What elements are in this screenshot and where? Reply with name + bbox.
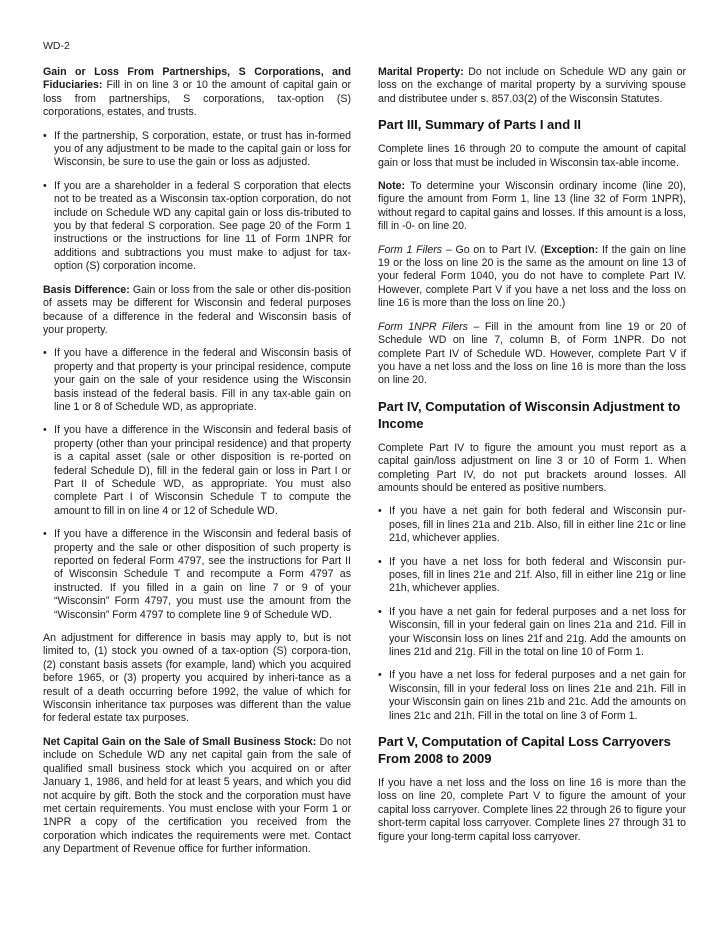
list-item: • If you are a shareholder in a federal S corporation that elects not to be treated as a Wisconsin tax-option corporation, do not include on Schedule WD any capital gain or loss dis-tributed to you by that federal S corporation. See page 20 of the Form 1 instructions or the instructions for line 11 of Form 1NPR for additions and subtractions you must make to adjust for tax-option (S) corporation income. (43, 180, 351, 274)
list-item: • If the partnership, S corporation, estate, or trust has in-formed you of any adjustment to be made to the capital gain or loss for Wisconsin, be sure to use the gain or loss as adjusted. (43, 130, 351, 170)
part4-paragraph: Complete Part IV to figure the amount you must report as a capital gain/loss adjustment on line 3 or 10 of Form 1. When completing Part IV, do not put brackets around losses. All amounts should be entered as positive numbers. (378, 441, 686, 494)
part4-heading: Part IV, Computation of Wisconsin Adjustment to Income (378, 398, 681, 431)
form1npr-paragraph (378, 321, 686, 388)
part3-paragraph: Complete lines 16 through 20 to compute the amount of capital gain or loss that must be included in Wisconsin tax-able income. (378, 143, 686, 169)
list-item: • If you have a net loss for both federal and Wisconsin pur-poses, fill in lines 21e and 21f. Also, fill in either line 21g or line 21h, whichever applies. (378, 556, 686, 596)
basis-heading: Basis Difference: (43, 283, 130, 296)
bullet-list-2 (43, 347, 351, 622)
form1-text-b: If the gain on line 19 or the loss on line 20 is the same as the amount on line 13 of your federal Form 1040, you do not have to complete Part IV. However, complete Part V if you have a net loss and the loss on line 16 is more than the loss on line 20.) (378, 243, 687, 310)
note-text: To determine your Wisconsin ordinary income (line 20), figure the amount from Form 1, line 13 (line 32 of Form 1NPR), without regard to capital gains and losses. If this amount is a loss, fill in -0- on line 20. (378, 180, 686, 233)
form1npr-label: Form 1NPR Filers (378, 320, 468, 333)
gain-loss-heading: Gain or Loss From Partnerships, S Corporations, and Fiduciaries: (43, 66, 351, 92)
note-label: Note: (378, 180, 406, 193)
list-item: • If you have a difference in the Wisconsin and federal basis of property and the sale or other disposition of such property is reported on federal Form 4797, see the instructions for Part II of Wisconsin Schedule T and recompute a Form 4797 as instructed. If you filled in a gain on line 7 or 9 of your “Wisconsin” Form 4797, you must use the amount from the “Wisconsin” Form 4797 to complete line 9 of Schedule WD. (43, 528, 351, 622)
part5-heading: Part V, Computation of Capital Loss Carryovers From 2008 to 2009 (378, 734, 671, 767)
marital-heading: Marital Property: (378, 66, 464, 78)
bullet-list-3 (378, 505, 686, 723)
left-column (43, 66, 351, 867)
bullet-list-1 (43, 130, 351, 274)
basis-paragraph (43, 284, 351, 338)
list-item: • If you have a difference in the federal and Wisconsin basis of property and that property is your principal residence, compute your gain on the sale of your residence using the Wisconsin basis instead of the federal basis. Fill in any tax-able gain on line 1 or 8 of Schedule WD, as appropriate. (43, 347, 351, 414)
small-business-paragraph (43, 736, 351, 857)
list-item: • If you have a difference in the Wisconsin and federal basis of property (other than your principal residence) and that property is a capital asset (sale or other disposition is re-ported on federal Schedule D), fill in the federal gain or loss in Part I or Part II of Schedule WD, as appropriate. You must also complete Part I of Wisconsin Schedule T to compute the amount to fill in on line 4 or 12 of Schedule WD. (43, 424, 351, 518)
gain-loss-paragraph (43, 66, 351, 120)
marital-text: Do not include on Schedule WD any gain or loss on the exchange of marital property by a surviving spouse and distributee under s. 857.03(2) of the Wisconsin Statutes. (378, 66, 686, 105)
small-business-heading: Net Capital Gain on the Sale of Small Business Stock: (43, 735, 317, 748)
form1-label: Form 1 Filers (378, 243, 443, 256)
part5-paragraph: If you have a net loss and the loss on line 16 is more than the loss on line 20, complete Part V to figure the amount of your capital loss carryover. Complete lines 22 through 26 to figure your short-term capital loss carryover. Complete lines 27 through 31 to figure your long-term capital loss carryover. (378, 777, 686, 843)
right-column (378, 66, 686, 854)
list-item: • If you have a net gain for both federal and Wisconsin pur-poses, fill in lines 21a and 21b. Also, fill in either line 21c or line 21d, whichever applies. (378, 505, 686, 545)
part3-heading: Part III, Summary of Parts I and II (378, 117, 582, 133)
adjustment-paragraph: An adjustment for difference in basis may apply to, but is not limited to, (1) stock you owned of a tax-option (S) corpora-tion, (2) constant basis assets (for example, land) which you acquired before 1965, or (3) property you acquired by inheri-tance as a result of a death occurring before 1992, the value of which for Wisconsin inheritance tax purposes was different than the value for federal estate tax purposes. (43, 632, 351, 725)
form1-paragraph (378, 244, 686, 311)
form1-text-a: – Go on to Part IV. ( (442, 243, 545, 256)
form1npr-text: – Fill in the amount from line 19 or 20 of Schedule WD on line 7, column B, of Form 1NPR. Do not complete Part IV of Schedule WD. However, complete Part V if you have a net loss and the loss on line 16 is more than the loss on line 20. (378, 320, 686, 387)
note-paragraph (378, 180, 686, 234)
list-item: • If you have a net loss for federal purposes and a net gain for Wisconsin, fill in your federal loss on lines 21e and 21h. Fill in your Wisconsin gain on lines 21b and 21c. Add the amounts on lines 21c and 21h. Fill in the total on line 3 of Form 1. (378, 669, 686, 723)
small-business-text: Do not include on Schedule WD any net capital gain from the sale of qualified small business stock which you acquired on or after January 1, 1986, and held for at least 5 years, and which you did not acquire by gift. Both the stock and the corporation must have met certain requirements. You must enclose with your Form 1 or 1NPR a copy of the certification you received from the corporation which indicates the requirements were met. Contact any Department of Revenue office for further information. (43, 735, 352, 856)
page-id: WD-2 (43, 40, 70, 52)
basis-text: Gain or loss from the sale or other dis-position of assets may be different for Wisconsin and federal purposes because of a difference in the federal and Wisconsin basis of your property. (43, 283, 351, 336)
marital-paragraph (378, 66, 686, 106)
form1-exception: Exception: (544, 243, 599, 256)
gain-loss-text: Fill in on line 3 or 10 the amount of capital gain or loss from partnerships, S corporations, tax-option (S) corporations, estates, and trusts. (43, 79, 351, 119)
list-item: • If you have a net gain for federal purposes and a net loss for Wisconsin, fill in your federal gain on lines 21a and 21d. Fill in your Wisconsin loss on lines 21f and 21g. Add the amounts on lines 21d and 21g. Fill in the total on line 10 of Form 1. (378, 606, 686, 660)
